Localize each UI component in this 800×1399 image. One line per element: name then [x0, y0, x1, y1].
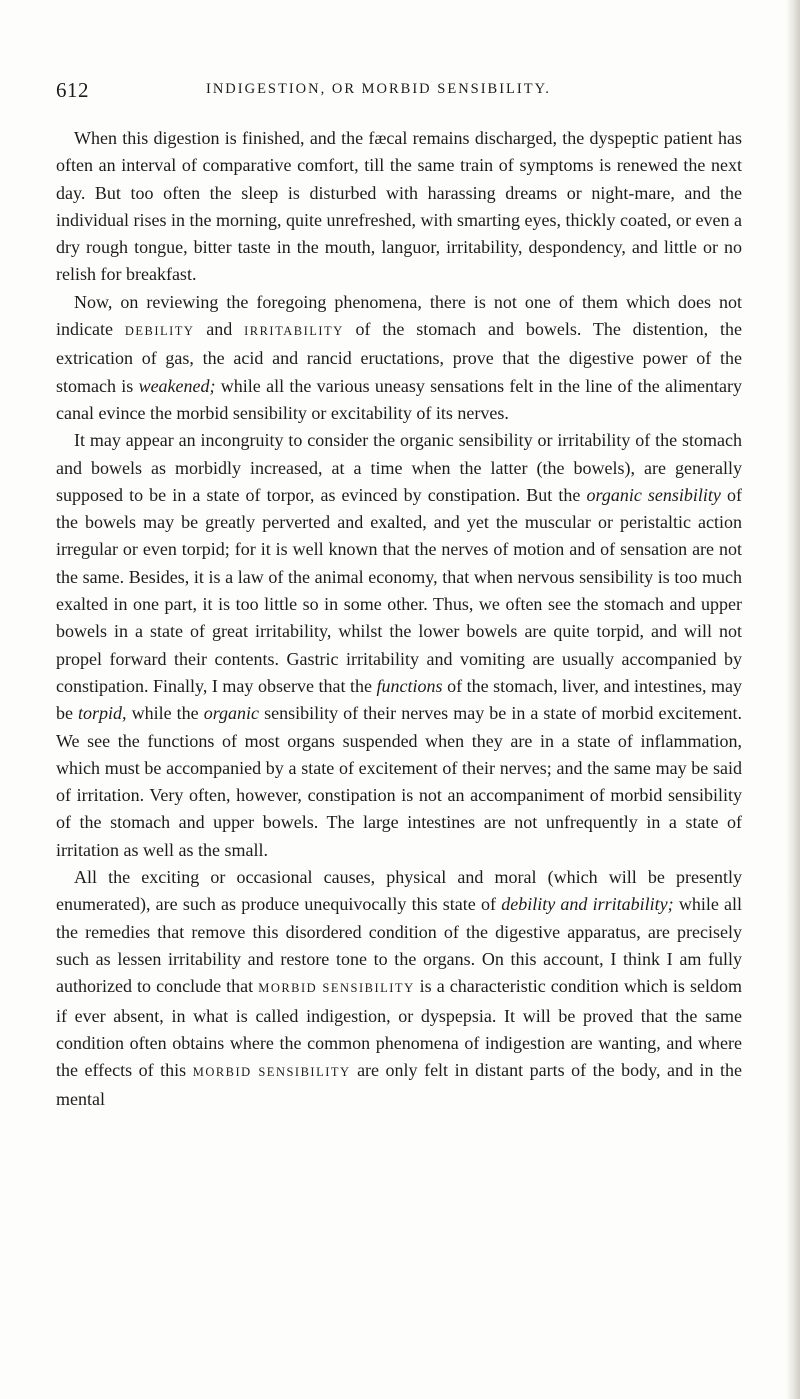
italic-text: organic sensibility [586, 484, 721, 505]
paragraph [56, 427, 742, 864]
italic-text: weakened; [138, 375, 216, 396]
paragraph [56, 864, 742, 1114]
italic-text: debility and irritability; [501, 894, 674, 915]
page-header [56, 78, 746, 106]
text-run: Now, on reviewing the foregoing phenomena, there is not one of them which does not indicate [56, 291, 742, 340]
text-run: while all the various uneasy sensations felt in the line of the alimentary canal evince the morbid sensibility or excitability of its nerves. [56, 375, 743, 423]
text-run: of the bowels may be greatly perverted and exalted, and yet the muscular or peristaltic action irregular or even torpid; for it is well known that the nerves of motion and of sensation are not the same. Besides, it is a law of the animal economy, that when nervous sensibility is too much exalted in one part, it is too little so in some other. Thus, we often see the stomach and upper bowels in a state of great irritability, whilst the lower bowels are quite torpid, and will not propel forward their contents. Gastric irritability and vomiting are usually accompanied by constipation. Finally, I may observe that the [56, 484, 742, 696]
paragraph [56, 289, 742, 427]
text-run: All the exciting or occasional causes, physical and moral (which will be presently enumerated), are such as produce unequivocally this state of [56, 867, 742, 915]
text-run: while all the remedies that remove this disordered condition of the digestive apparatus, are precisely such as lessen irritability and restore tone to the organs. On this account, I think I am fully authorized to conclude that [56, 894, 743, 997]
page-edge-shadow [786, 0, 800, 1399]
text-run: of the stomach, liver, and intestines, may be [56, 675, 742, 724]
small-caps-text: MORBID SENSIBILITY [258, 981, 415, 996]
text-run: of the stomach and bowels. The distention, the extrication of gas, the acid and rancid eructations, prove that the digestive power of the stomach is [56, 319, 742, 396]
text-run: is a characteristic condition which is seldom if ever absent, in what is called indigestion, or dyspepsia. It will be proved that the same condition often obtains where the common phenomena of indigestion are wanting, and where the effects of this [56, 976, 742, 1081]
text-run: sensibility of their nerves may be in a state of morbid excitement. We see the functions of most organs suspended when they are in a state of inflammation, which must be accompanied by a state of excitement of their nerves; and the same may be said of irritation. Very often, however, constipation is not an accompaniment of morbid sensibility of the stomach and upper bowels. The large intestines are not unfrequently in a state of irritation as well as the small. [56, 703, 742, 860]
body-text [56, 125, 742, 1114]
italic-text: functions [376, 675, 443, 696]
text-run: are only felt in distant parts of the body, and in the mental [56, 1060, 742, 1110]
small-caps-text: DEBILITY [124, 324, 195, 339]
paragraph [56, 125, 742, 289]
small-caps-text: IRRITABILITY [244, 324, 344, 339]
page-number: 612 [56, 78, 89, 102]
text-run: and [194, 319, 245, 340]
text-run: When this digestion is finished, and the fæcal remains discharged, the dyspeptic patient has often an interval of comparative comfort, till the same train of symptoms is renewed the next day. But too often the sleep is disturbed with harassing dreams or night-mare, and the individual rises in the morning, quite unrefreshed, with smarting eyes, thickly coated, or even a dry rough tongue, bitter taste in the mouth, languor, irritability, despondency, and little or no relish for breakfast. [56, 128, 742, 285]
italic-text: organic [203, 703, 260, 724]
text-run: It may appear an incongruity to consider the organic sensibility or irritability of the stomach and bowels as morbidly increased, at a time when the latter (the bowels), are generally supposed to be in a state of torpor, as evinced by constipation. But the [56, 430, 742, 505]
small-caps-text: MORBID SENSIBILITY [192, 1065, 351, 1080]
text-run: while the [126, 703, 204, 724]
italic-text: torpid, [78, 703, 127, 724]
running-head: INDIGESTION, OR MORBID SENSIBILITY. [206, 81, 551, 97]
